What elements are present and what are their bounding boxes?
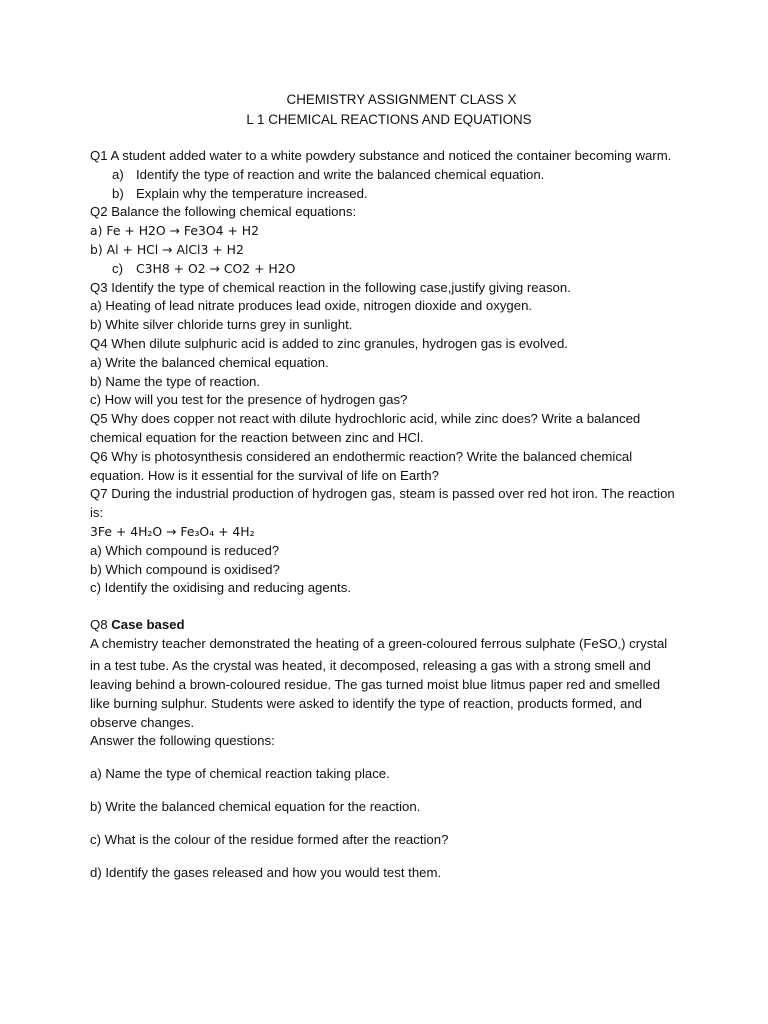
question-7-stem: Q7 During the industrial production of hydrogen gas, steam is passed over red hot iron. The reaction is:: [90, 486, 675, 521]
question-7-part-c: c) Identify the oxidising and reducing agents.: [90, 580, 351, 596]
question-2-equation-b: b) Al + HCl → AlCl3 + H2: [90, 241, 244, 257]
question-8-part-d: d) Identify the gases released and how you would test them.: [90, 864, 442, 880]
list-marker: c): [112, 260, 123, 276]
question-3-part-a: a) Heating of lead nitrate produces lead oxide, nitrogen dioxide and oxygen.: [90, 298, 533, 314]
chapter-title: L 1 CHEMICAL REACTIONS AND EQUATIONS: [246, 111, 532, 127]
question-8-part-c: c) What is the colour of the residue formed after the reaction?: [90, 831, 449, 847]
spacer: [90, 784, 680, 798]
question-1-part-a-text: Identify the type of reaction and write the balanced chemical equation.: [136, 166, 545, 182]
question-8-passage-start: A chemistry teacher demonstrated the heating of a green-coloured ferrous sulphate (FeSO: [90, 635, 618, 651]
question-7-equation: 3Fe + 4H₂O → Fe₃O₄ + 4H₂: [90, 523, 255, 539]
spacer: [90, 850, 680, 864]
question-6: Q6 Why is photosynthesis considered an endothermic reaction? Write the balanced chemical equation. How is it essential for the survival of life on Earth?: [90, 448, 633, 483]
question-8-prefix: Q8: [90, 617, 112, 633]
spacer: [90, 817, 680, 831]
question-8-passage: [90, 635, 680, 733]
question-7-part-b: b) Which compound is oxidised?: [90, 561, 280, 577]
question-8-part-b: b) Write the balanced chemical equation for the reaction.: [90, 799, 421, 815]
question-4-stem: Q4 When dilute sulphuric acid is added to zinc granules, hydrogen gas is evolved.: [90, 335, 568, 351]
question-2-stem: Q2 Balance the following chemical equations:: [90, 204, 357, 220]
spacer: [90, 751, 680, 765]
question-1-part-b: [90, 185, 680, 204]
question-1-part-b-text: Explain why the temperature increased.: [136, 185, 368, 201]
question-3-stem: Q3 Identify the type of chemical reaction in the following case,justify giving reason.: [90, 279, 571, 295]
list-marker: b): [112, 185, 124, 201]
question-4-part-b: b) Name the type of reaction.: [90, 373, 261, 389]
question-1-part-a: [90, 166, 680, 185]
question-3-part-b: b) White silver chloride turns grey in sunlight.: [90, 317, 353, 333]
question-8-header: [90, 616, 680, 635]
question-8-passage-end: ) crystal in a test tube. As the crystal was heated, it decomposed, releasing a gas with a strong smell and leaving behind a brown-coloured residue. The gas turned moist blue litmus paper red and smelled like burning sulphur. Students were asked to identify the type of reaction, products formed, and observe changes.: [90, 635, 668, 730]
question-8-part-a: a) Name the type of chemical reaction taking place.: [90, 766, 390, 782]
question-8-passage-subscript: ₄: [617, 641, 622, 651]
assignment-page: [90, 90, 680, 882]
question-2-equation-c: C3H8 + O2 → CO2 + H2O: [136, 260, 296, 276]
spacer: [90, 598, 680, 616]
question-2-equation-a: a) Fe + H2O → Fe3O4 + H2: [90, 223, 259, 239]
question-1-stem: Q1 A student added water to a white powdery substance and noticed the container becoming warm.: [90, 148, 672, 163]
page-title: CHEMISTRY ASSIGNMENT CLASS X: [286, 92, 517, 107]
question-8-instruction: Answer the following questions:: [90, 733, 275, 749]
question-8-heading: Case based: [111, 617, 185, 633]
spacer: [90, 129, 680, 147]
question-7-part-a: a) Which compound is reduced?: [90, 542, 280, 558]
question-2-part-c: [90, 260, 680, 279]
question-4-part-a: a) Write the balanced chemical equation.: [90, 354, 329, 370]
question-5: Q5 Why does copper not react with dilute hydrochloric acid, while zinc does? Write a balanced chemical equation for the reaction between zinc and HCl.: [90, 411, 641, 445]
question-4-part-c: c) How will you test for the presence of hydrogen gas?: [90, 392, 408, 408]
list-marker: a): [112, 166, 124, 182]
